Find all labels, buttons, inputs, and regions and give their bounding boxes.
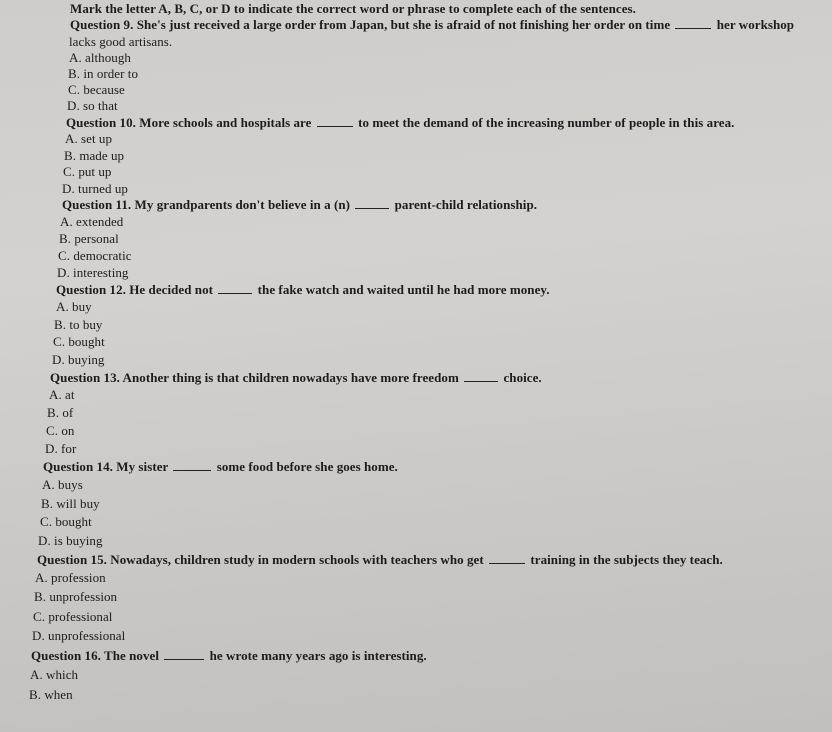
answer-blank bbox=[218, 282, 252, 294]
question-label: Question 9. bbox=[70, 17, 134, 32]
option-d: D. buying bbox=[52, 352, 105, 367]
question-label: Question 16. bbox=[31, 648, 101, 663]
option-b: B. personal bbox=[59, 231, 119, 246]
option-a: A. buy bbox=[56, 299, 92, 314]
question-text-before: My sister bbox=[116, 459, 169, 474]
option-c: C. because bbox=[68, 82, 125, 97]
question-text-after: he wrote many years ago is interesting. bbox=[209, 648, 427, 663]
option-a: A. extended bbox=[60, 214, 124, 229]
question-13 bbox=[50, 370, 542, 385]
option-d: D. so that bbox=[67, 98, 118, 113]
answer-blank bbox=[164, 648, 204, 660]
question-text-before: She's just received a large order from Japan, but she is afraid of not finishing her order on time bbox=[136, 17, 671, 32]
option-c: C. bought bbox=[53, 334, 105, 349]
question-text-before: Another thing is that children nowadays have more freedom bbox=[122, 370, 459, 385]
answer-blank bbox=[489, 552, 525, 564]
answer-blank bbox=[317, 115, 353, 127]
question-label: Question 10. bbox=[66, 115, 136, 130]
option-a: A. set up bbox=[65, 131, 113, 146]
option-b: B. unprofession bbox=[34, 589, 118, 604]
question-text-before: Nowadays, children study in modern schools with teachers who get bbox=[110, 552, 484, 567]
question-9 bbox=[70, 17, 794, 32]
question-text-before: The novel bbox=[104, 648, 160, 663]
question-14 bbox=[43, 459, 398, 474]
question-text-after: parent-child relationship. bbox=[394, 197, 538, 212]
option-c: C. put up bbox=[63, 164, 112, 179]
option-b: B. of bbox=[47, 405, 74, 420]
option-d: D. unprofessional bbox=[32, 628, 126, 643]
option-c: C. professional bbox=[33, 609, 113, 624]
question-12 bbox=[56, 282, 550, 297]
option-b: B. to buy bbox=[54, 317, 103, 332]
question-9-continuation: lacks good artisans. bbox=[69, 34, 173, 49]
option-a: A. although bbox=[69, 50, 131, 65]
answer-blank bbox=[464, 370, 498, 382]
option-c: C. bought bbox=[40, 514, 92, 529]
option-d: D. interesting bbox=[57, 265, 129, 280]
instruction-line: Mark the letter A, B, C, or D to indicate the correct word or phrase to complete each of the sentences. bbox=[70, 1, 636, 16]
option-a: A. at bbox=[49, 387, 75, 402]
question-text-after: her workshop bbox=[716, 17, 795, 32]
option-b: B. in order to bbox=[68, 66, 139, 81]
question-text-after: some food before she goes home. bbox=[216, 459, 398, 474]
answer-blank bbox=[173, 459, 211, 471]
answer-blank bbox=[355, 197, 389, 209]
answer-blank bbox=[675, 17, 711, 29]
question-label: Question 13. bbox=[50, 370, 120, 385]
option-d: D. is buying bbox=[38, 533, 103, 548]
question-text-after: choice. bbox=[503, 370, 542, 385]
question-text-after: training in the subjects they teach. bbox=[530, 552, 723, 567]
option-c: C. democratic bbox=[58, 248, 132, 263]
question-text-after: to meet the demand of the increasing number of people in this area. bbox=[358, 115, 735, 130]
question-label: Question 11. bbox=[62, 197, 132, 212]
option-a: A. profession bbox=[35, 570, 106, 585]
question-text-before: He decided not bbox=[129, 282, 214, 297]
option-b: B. will buy bbox=[41, 496, 100, 511]
question-10 bbox=[66, 115, 734, 130]
option-c: C. on bbox=[46, 423, 75, 438]
question-text-after: the fake watch and waited until he had more money. bbox=[257, 282, 550, 297]
option-b: B. made up bbox=[64, 148, 125, 163]
question-15 bbox=[37, 552, 723, 567]
question-label: Question 14. bbox=[43, 459, 113, 474]
question-11 bbox=[62, 197, 537, 212]
option-d: D. for bbox=[45, 441, 77, 456]
option-a: A. buys bbox=[42, 477, 83, 492]
question-16 bbox=[31, 648, 427, 663]
option-a: A. which bbox=[30, 667, 79, 682]
question-text-before: My grandparents don't believe in a (n) bbox=[134, 197, 350, 212]
question-label: Question 15. bbox=[37, 552, 107, 567]
question-label: Question 12. bbox=[56, 282, 126, 297]
option-b: B. when bbox=[29, 687, 73, 702]
option-d: D. turned up bbox=[62, 181, 128, 196]
question-text-before: More schools and hospitals are bbox=[139, 115, 312, 130]
